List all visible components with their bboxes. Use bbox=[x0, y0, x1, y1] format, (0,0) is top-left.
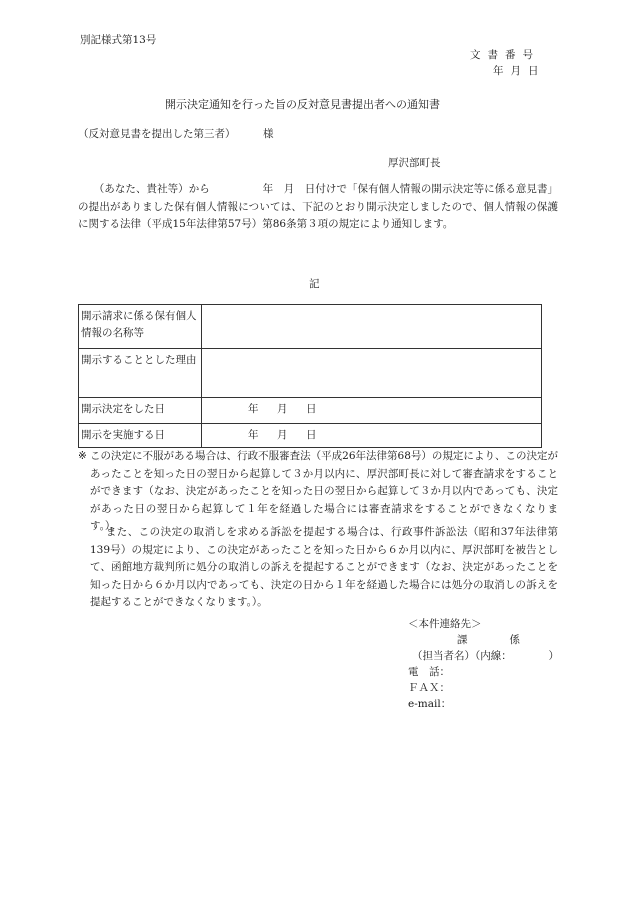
ki-heading: 記 bbox=[309, 278, 320, 290]
contact-fax: ＦＡＸ： bbox=[408, 682, 450, 694]
row-label: 開示請求に係る保有個人情報の名称等 bbox=[79, 305, 202, 349]
note-2: また、この決定の取消しを求める訴訟を提起する場合は、行政事件訴訟法（昭和37年法律第139号）の規定により、この決定があったことを知った日から６か月以内に、厚沢部町を被告として、函館地方裁判所に処分の取消しの訴えを提起することができます（なお、決定があったことを知った日から６か月以内であっても、決定の日から１年を経過した場合には処分の取消しの訴えを提起することができなくなります。）。 bbox=[90, 526, 558, 608]
row-value bbox=[202, 305, 542, 349]
row-label: 開示を実施する日 bbox=[79, 424, 202, 448]
document-date-label: 年月日 bbox=[493, 65, 546, 77]
contact-phone: 電 話： bbox=[408, 666, 450, 678]
table-row bbox=[79, 349, 542, 398]
contact-email: e-mail： bbox=[408, 698, 452, 710]
table-row bbox=[79, 305, 542, 349]
row-value: 年 月 日 bbox=[202, 398, 542, 424]
contact-person: （担当者名）（内線： ） bbox=[412, 650, 559, 662]
table-row bbox=[79, 398, 542, 424]
note-1-text: この決定に不服がある場合は、行政不服審査法（平成26年法律第68号）の規定により、この決定があったことを知った日の翌日から起算して３か月以内に、厚沢部町長に対して審査請求をすることができます（なお、決定があったことを知った日の翌日から起算して３か月以内であっても、決定があった日の翌日から起算して１年を経過した場合には審査請求をすることができなくなります。）。 bbox=[90, 450, 558, 532]
contact-header: ＜本件連絡先＞ bbox=[408, 618, 482, 630]
form-number: 別記様式第13号 bbox=[80, 34, 157, 46]
table-row bbox=[79, 424, 542, 448]
body-paragraph: （あなた、貴社等）から 年 月 日付けで「保有個人情報の開示決定等に係る意見書」の提出がありました保有個人情報については、下記のとおり開示決定しましたので、個人情報の保護に関する法律（平成15年法律第57号）第86条第３項の規定により通知します。 bbox=[78, 183, 558, 230]
row-value bbox=[202, 349, 542, 398]
document-number-label: 文書番号 bbox=[470, 49, 540, 61]
note-mark: ※ bbox=[78, 450, 87, 462]
row-label: 開示することとした理由 bbox=[79, 349, 202, 398]
info-table bbox=[78, 304, 542, 448]
note-1 bbox=[78, 448, 558, 536]
document-title: 開示決定通知を行った旨の反対意見書提出者への通知書 bbox=[165, 98, 440, 111]
recipient: （反対意見書を提出した第三者） bbox=[78, 128, 236, 140]
sender: 厚沢部町長 bbox=[388, 157, 441, 169]
row-value: 年 月 日 bbox=[202, 424, 542, 448]
recipient-honorific: 様 bbox=[263, 128, 274, 140]
contact-section: 課 係 bbox=[457, 634, 520, 646]
row-label: 開示決定をした日 bbox=[79, 398, 202, 424]
